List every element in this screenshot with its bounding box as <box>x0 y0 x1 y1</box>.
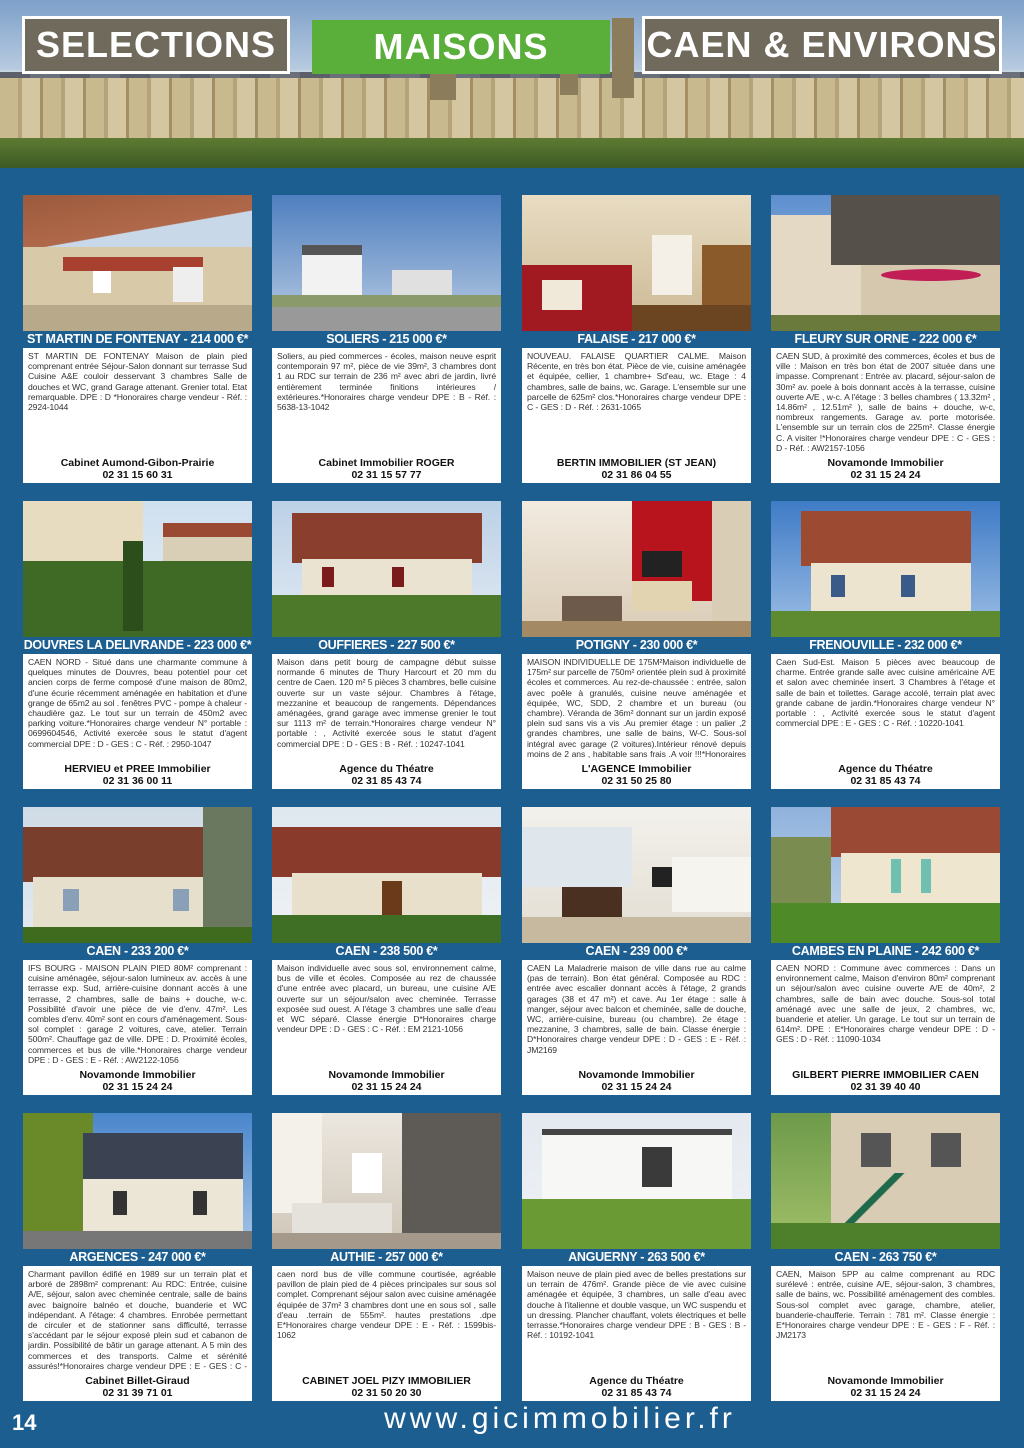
listing-description: Soliers, au pied commerces - écoles, maison neuve esprit contemporain 97 m², pièce de vie 39m², 3 chambres dont 1 au RDC sur terrain de 236 m² avec abri de jardin, livré entièrement terminée finitions intérieures / extérieures.*Honoraires charge vendeur DPE : B - Réf. : 5638-13-1042 <box>277 351 496 413</box>
listing-agency: Novamonde Immobilier <box>827 457 944 469</box>
listing-title: CAEN - 233 200 €* <box>23 943 252 960</box>
listing-agency: L'AGENCE Immobilier <box>581 763 692 775</box>
listing-card[interactable] <box>771 195 1000 483</box>
listing-photo <box>771 1113 1000 1249</box>
listing-photo <box>23 807 252 943</box>
listing-phone: 02 31 50 20 30 <box>351 1387 422 1399</box>
listing-agency: Agence du Théatre <box>339 763 434 775</box>
selections-label: SELECTIONS <box>22 16 290 74</box>
listing-photo <box>522 195 751 331</box>
listing-description: CAEN, Maison 5PP au calme comprenant au RDC surélevé : entrée, cuisine A/E, séjour-salon, 3 chambres, salle de bains, wc. Possibilité aménagement des combles. Sous-sol complet avec garage, chambre, atelier, buanderie-chaufferie. Terrain : 781 m². Classe énergie : E*Honoraires charge vendeur DPE : E - GES : F - Réf. : JM2173 <box>776 1269 995 1341</box>
listing-card[interactable] <box>272 807 501 1095</box>
listing-phone: 02 31 36 00 11 <box>102 775 173 787</box>
maisons-label: MAISONS <box>312 20 610 74</box>
listing-title: DOUVRES LA DELIVRANDE - 223 000 €* <box>23 638 252 652</box>
listing-photo <box>272 195 501 331</box>
listing-card[interactable] <box>771 807 1000 1095</box>
listing-photo <box>23 195 252 331</box>
listing-card[interactable] <box>771 1113 1000 1401</box>
listing-agency: Novamonde Immobilier <box>578 1069 695 1081</box>
listing-phone: 02 31 39 71 01 <box>102 1387 173 1399</box>
listing-photo <box>272 1113 501 1249</box>
listing-description: CAEN NORD - Situé dans une charmante commune à quelques minutes de Douvres, beau potentiel pour cet ancien corps de ferme composé d'une maison de 80m2, d'une écurie récemment aménagée en habitation et d'une grange de 65m2 au sol . fenêtres PVC - pompe à chaleur - chaudière gaz. Le tout sur un terrain de 450m2 avec parking voiture.*Honoraires charge vendeur N° portable : 0699604546, Activité exercée sous le statut d'agent commercial DPE : D - GES : C - Réf. : 2950-1047 <box>28 657 247 749</box>
listing-agency: Agence du Théatre <box>589 1375 684 1387</box>
listing-photo <box>771 195 1000 331</box>
listing-photo <box>23 501 252 637</box>
listing-title: ANGUERNY - 263 500 €* <box>522 1249 751 1266</box>
listing-agency: Novamonde Immobilier <box>827 1375 944 1387</box>
listing-description: CAEN SUD, à proximité des commerces, écoles et bus de ville : Maison en très bon état de 2007 située dans une impasse. Comprenant : Entrée av. placard, séjour-salon de 30m² av. poele à bois donnant accès à la terrasse, cuisine ouverte A/E , w-c. A l'étage : 3 belles chambres ( 13.32m² , 14.86m² , 12.51m² ), salle de bains + douche, w-c, nombreux rangements. Garage av. porte motorisée. L'ensemble sur un terrain clos de 225m². Classe énergie C. A visiter !*Honoraires charge vendeur DPE : C - GES : D - Réf. : AW2157-1056 <box>776 351 995 453</box>
listing-description: Caen Sud-Est. Maison 5 pièces avec beaucoup de charme. Entrée grande salle avec cuisine américaine A/E et salon avec cheminée insert. 3 Chambres à l'étage et salle de bain et toilettes. Garage accolé, terrain plat avec grande cabane de jardin.*Honoraires charge vendeur N° portable : , Activité exercée sous le statut d'agent commercial DPE : E - GES : C - Réf. : 10220-1041 <box>776 657 995 729</box>
listing-description: Maison individuelle avec sous sol, environnement calme, bus de ville et écoles. Composée au rez de chaussée d'une entrée avec placard, un bureau, une cuisine A/E ouverte sur un séjour/salon avec cheminée. Terrasse exposée sud ouest. A l'étage 3 chambres une salle d'eau et WC séparé. Classe énergie D*Honoraires charge vendeur DPE : D - GES : C - Réf. : EM 2121-1056 <box>277 963 496 1035</box>
listing-agency: CABINET JOEL PIZY IMMOBILIER <box>302 1375 471 1387</box>
listing-title: CAEN - 239 000 €* <box>522 943 751 960</box>
listing-phone: 02 31 85 43 74 <box>850 775 921 787</box>
listing-photo <box>771 807 1000 943</box>
listing-card[interactable] <box>272 501 501 789</box>
website-url[interactable]: www.gicimmobilier.fr <box>384 1402 736 1435</box>
listing-title: FALAISE - 217 000 €* <box>522 331 751 348</box>
listing-phone: 02 31 85 43 74 <box>351 775 422 787</box>
listing-title: AUTHIE - 257 000 €* <box>272 1249 501 1266</box>
listing-photo <box>272 501 501 637</box>
listing-title: FLEURY SUR ORNE - 222 000 €* <box>771 331 1000 348</box>
listing-phone: 02 31 85 43 74 <box>601 1387 672 1399</box>
listing-card[interactable] <box>522 807 751 1095</box>
listing-description: MAISON INDIVIDUELLE DE 175M²Maison individuelle de 175m² sur parcelle de 750m² orientée plein sud à proximité écoles et commerces. Au rez-de-chaussée : entrée, salon avec poêle à granulés, cuisine neuve aménagée et équipée, WC, SDD, 2 chambre et un bureau (ou chambre). Véranda de 36m² donnant sur un jardin exposé plein sud sans vis a vis .Au premier étage : un palier ,2 grandes chambres, une salle de bains, W-C. Sous-sol intégral avec garage (2 voitures).Intérieur rénové depuis moins de 2 ans , habitable sans frais .A voir !!!*Honoraires <box>527 657 746 759</box>
listing-agency: HERVIEU et PREE Immobilier <box>64 763 211 775</box>
listing-agency: GILBERT PIERRE IMMOBILIER CAEN <box>792 1069 979 1081</box>
listing-card[interactable] <box>23 195 252 483</box>
listing-photo <box>522 1113 751 1249</box>
listing-phone: 02 31 15 24 24 <box>102 1081 173 1093</box>
listing-title: FRENOUVILLE - 232 000 €* <box>771 637 1000 654</box>
listing-title: CAEN - 238 500 €* <box>272 943 501 960</box>
banner-buildings <box>0 78 1024 140</box>
listing-phone: 02 31 15 24 24 <box>850 1387 921 1399</box>
listing-title: SOLIERS - 215 000 €* <box>272 331 501 348</box>
listing-description: ST MARTIN DE FONTENAY Maison de plain pied comprenant entrée Séjour-Salon donnant sur terrasse Sud Cuisine A&E couloir desservant 3 chambres Salle de douches et WC, grand Garage attenant. Grenier total. Etat remarquable. DPE : D *Honoraires charge vendeur - Réf. : 2924-1044 <box>28 351 247 413</box>
listing-phone: 02 31 15 24 24 <box>850 469 921 481</box>
listing-agency: Cabinet Aumond-Gibon-Prairie <box>60 457 215 469</box>
listing-phone: 02 31 50 25 80 <box>601 775 672 787</box>
listing-phone: 02 31 39 40 40 <box>850 1081 921 1093</box>
listing-description: IFS BOURG - MAISON PLAIN PIED 80M² comprenant : cuisine aménagée, séjour-salon lumineux av. accès à une terrasse exp. Sud, arrière-cuisine donnant accès à une terrasse, 2 chambres, salle de bains + douche, w-c. Possibilité d'avoir une pièce de vie d'env. 47m². Les combles d'env. 40m² sont en cours d'aménagement. Sous-sol complet : garage 2 voitures, cave, atelier. Terrain 500m². Chauffage gaz de ville. DPE : D. Proximité écoles, commerces et bus de ville.*Honoraires charge vendeur DPE : D - GES : E - Réf. : AW2122-1056 <box>28 963 247 1065</box>
listing-card[interactable] <box>522 195 751 483</box>
listing-description: CAEN NORD : Commune avec commerces : Dans un environnement calme, Maison d'environ 80m² comprenant un séjour/salon avec cuisine ouverte A/E de 40m², 2 chambres, salle de bain avec douche. Sous-sol total aménagé avec une salle de jeux, 2 chambres, wc, buanderie et atelier. Un garage. Le tout sur un terrain de 614m². DPE : E*Honoraires charge vendeur DPE : D - GES : D - Réf. : 11090-1034 <box>776 963 995 1045</box>
listing-agency: Novamonde Immobilier <box>328 1069 445 1081</box>
listing-phone: 02 31 15 60 31 <box>102 469 173 481</box>
listing-agency: Novamonde Immobilier <box>79 1069 196 1081</box>
listing-phone: 02 31 86 04 55 <box>601 469 672 481</box>
listing-title: POTIGNY - 230 000 €* <box>522 637 751 654</box>
listing-card[interactable] <box>23 501 252 789</box>
listing-title: ST MARTIN DE FONTENAY - 214 000 €* <box>23 331 252 348</box>
listing-title: CAMBES EN PLAINE - 242 600 €* <box>771 943 1000 960</box>
listing-card[interactable] <box>522 501 751 789</box>
listing-card[interactable] <box>23 1113 252 1401</box>
listing-phone: 02 31 15 24 24 <box>601 1081 672 1093</box>
listing-card[interactable] <box>272 195 501 483</box>
listing-title: CAEN - 263 750 €* <box>771 1249 1000 1266</box>
listing-photo <box>522 807 751 943</box>
listing-photo <box>522 501 751 637</box>
listing-title: ARGENCES - 247 000 €* <box>23 1249 252 1266</box>
listing-description: Maison dans petit bourg de campagne début suisse normande 6 minutes de Thury Harcourt et 20 mm du centre de Caen. 120 m² 5 pièces 3 chambres, belle cuisine ouverte sur un vaste séjour. Chambres à l'étage, mezzanine et beaucoup de rangements. Dépendances aménagées, grand garage avec immense grenier le tout sur 1113 m² de terrain.*Honoraires charge vendeur N° portable : , Activité exercée sous le statut d'agent commercial DPE : D - GES : B - Réf. : 10247-1041 <box>277 657 496 749</box>
listing-card[interactable] <box>272 1113 501 1401</box>
listing-description: Maison neuve de plain pied avec de belles prestations sur un terrain de 476m². Grande pièce de vie avec cuisine aménagée et équipée, 3 chambres, un salle d'eau avec douche à l'italienne et double vasque, un WC suspendu et un dressing. Plancher chauffant, volets électriques et belle terrasse.*Honoraires charge vendeur DPE : B - GES : B - Réf. : 10192-1041 <box>527 1269 746 1341</box>
listing-card[interactable] <box>522 1113 751 1401</box>
listing-photo <box>23 1113 252 1249</box>
listing-agency: Cabinet Billet-Giraud <box>85 1375 190 1387</box>
banner-lawn <box>0 138 1024 168</box>
listing-photo <box>272 807 501 943</box>
listing-card[interactable] <box>23 807 252 1095</box>
listing-description: CAEN La Maladrerie maison de ville dans rue au calme (pas de terrain). Bon état général. Composée au RDC : entrée avec escalier donnant accès à l'étage, 2 grands garages (38 et 47 m²) et cave. Au 1er étage : salle à manger, séjour avec balcon et cheminée, salle de douche, WC, arrière-cuisine, bureau (ou chambre). 2e étage : mezzanine, 3 chambres, salle de bain. Classe énergie : D*Honoraires charge vendeur DPE : D - GES : E - Réf. : JM2169 <box>527 963 746 1055</box>
listing-title: OUFFIERES - 227 500 €* <box>272 637 501 654</box>
caen-environs-label: CAEN & ENVIRONS <box>642 16 1002 74</box>
banner-tower <box>612 18 634 98</box>
listing-phone: 02 31 15 57 77 <box>351 469 422 481</box>
listing-photo <box>771 501 1000 637</box>
listing-card[interactable] <box>771 501 1000 789</box>
listing-description: NOUVEAU. FALAISE QUARTIER CALME. Maison Récente, en très bon état. Pièce de vie, cuisine aménagée et équipée, cellier, 1 chambre+ Sd'eau, wc. Etage : 4 chambres, salle de bains, wc. Garage. L'ensemble sur une parcelle de 625m² clos.*Honoraires charge vendeur DPE : C - GES : D - Réf. : 2631-1065 <box>527 351 746 413</box>
listing-agency: Cabinet Immobilier ROGER <box>318 457 455 469</box>
listing-description: caen nord bus de ville commune courtisée, agréable pavillon de plain pied de 4 pièces principales sur sous sol complet. Comprenant séjour salon avec cuisine aménagée équipée de 37m² 3 chambres dont une en sous sol , salle d'eau .terrain de 555m². hautes prestations .dpe E*Honoraires charge vendeur DPE : E - Réf. : 1599bis-1062 <box>277 1269 496 1341</box>
listing-description: Charmant pavillon édifié en 1989 sur un terrain plat et arboré de 2898m² comprenant: Au RDC: Entrée, cuisine A/E, séjour, salon avec cheminée centrale, salle de bains avec baignoire balnéo et douche, buanderie et WC indépendant. A l'étage: 4 chambres. Enrobée permettant de circuler et de stationner sans difficulté, terrasse s'accédant par le séjour exposé plein sud et cabanon de jardin. Possibilité de bâtir un garage attenant. A 5 min des commerces et des transports. Calme et sérénité assurés!*Honoraires charge vendeur DPE : E - GES : C - <box>28 1269 247 1371</box>
listing-phone: 02 31 15 24 24 <box>351 1081 422 1093</box>
listing-agency: Agence du Théatre <box>838 763 933 775</box>
listing-agency: BERTIN IMMOBILIER (ST JEAN) <box>556 457 717 469</box>
page-number: 14 <box>12 1410 37 1435</box>
